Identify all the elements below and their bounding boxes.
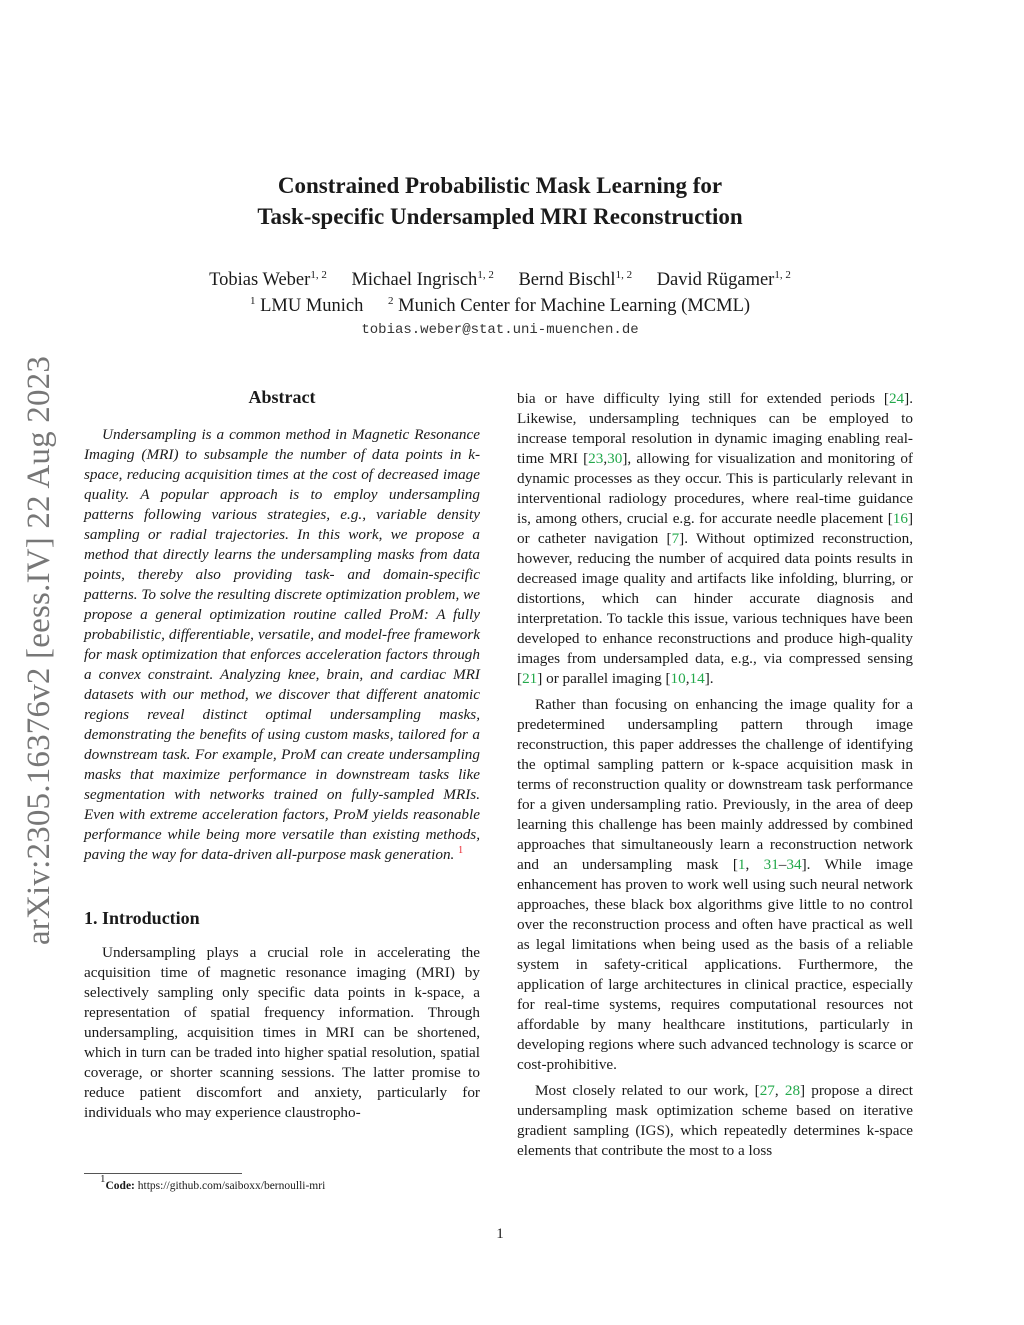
author-list <box>0 268 1000 292</box>
code-url-link[interactable]: https://github.com/saiboxx/bernoulli-mri <box>137 1180 326 1192</box>
body-paragraph: bia or have difficulty lying still for extended periods [24]. Likewise, undersampling techniques can be employed to increase temporal resolution in dynamic imaging enabling real-time MRI [23,30], allowing for visualization and monitoring of dynamic processes as they occur. This is particularly relevant in interventional radiology procedures, where real-time guidance is, among others, crucial e.g. for accurate needle placement [16] or catheter navigation [7]. Without optimized reconstruction, however, reducing the number of acquired data points results in decreased image quality and artifacts like infolding, blurring, or distortions, which can hinder accurate diagnosis and interpretation. To tackle this issue, various techniques have been developed to enhance reconstructions and produce high-quality images from undersampled data, e.g., via compressed sensing [21] or parallel imaging [10,14]. <box>517 390 913 687</box>
citation-link[interactable]: 21 <box>522 670 538 687</box>
citation-link[interactable]: 28 <box>784 1082 801 1099</box>
title-line-2: Task-specific Undersampled MRI Reconstruction <box>257 204 743 229</box>
arxiv-id: arXiv:2305.16376v2 [eess.IV] 22 Aug 2023 <box>21 355 58 945</box>
footnote-rule <box>84 1173 242 1174</box>
left-column <box>84 386 480 1123</box>
intro-paragraph: Undersampling plays a crucial role in accelerating the acquisition time of magnetic resonance imaging (MRI) by selectively sampling only specific data points in k-space, a representation of spatial frequency information. Through undersampling, acquisition times in MRI can be shortened, which in turn can be traded into higher spatial resolution, spatial coverage, or shorter scanning sessions. The latter promise to reduce patient discomfort and anxiety, particularly for individuals who may experience claustropho- <box>84 944 480 1121</box>
paper-title <box>0 170 1000 232</box>
citation-link[interactable]: 27 <box>759 1082 775 1099</box>
author: David Rügamer$^{1, 2}$ <box>656 269 791 290</box>
contact-email[interactable]: tobias.weber@stat.uni-muenchen.de <box>361 322 639 338</box>
citation-link[interactable]: 1 <box>737 856 746 873</box>
citation-link[interactable]: 34 <box>786 856 802 873</box>
arxiv-stamp <box>14 345 66 955</box>
footnote: $^1$Code: https://github.com/saiboxx/bernoulli-mri <box>100 1173 326 1192</box>
citation-link[interactable]: 24 <box>888 390 905 407</box>
body-paragraph: Most closely related to our work, [27, 28] propose a direct undersampling mask optimization scheme based on iterative gradient sampling (IGS), which repeatedly determines k-space elements that contribute the most to a loss <box>517 1082 914 1159</box>
citation-link[interactable]: 31 <box>763 856 779 873</box>
citation-link[interactable]: 16 <box>892 510 908 527</box>
affiliation: $^2$ Munich Center for Machine Learning (MCML) <box>388 295 751 316</box>
affiliations <box>0 294 1000 318</box>
footnote-reference[interactable]: 1 <box>458 845 464 856</box>
citation-link[interactable]: 23 <box>588 450 604 467</box>
author: Bernd Bischl$^{1, 2}$ <box>518 269 633 290</box>
citation-link[interactable]: 30 <box>607 450 623 467</box>
citation-link[interactable]: 14 <box>689 670 705 687</box>
abstract-text: Undersampling is a common method in Magnetic Resonance Imaging (MRI) to subsample the number of data points in k-space, reducing acquisition times at the cost of decreased image quality. A popular approach is to employ undersampling patterns following various strategies, e.g., variable density sampling or radial trajectories. In this work, we propose a method that directly learns the undersampling masks from data points, thereby also providing task- and domain-specific patterns. To solve the resulting discrete optimization problem, we propose a general optimization routine called ProM: A fully probabilistic, differentiable, versatile, and model-free framework for mask optimization that enforces acceleration factors through a convex constraint. Analyzing knee, brain, and cardiac MRI datasets with our method, we discover that different anatomic regions reveal distinct optimal undersampling masks, demonstrating the benefits of using custom masks, tailored for a downstream task. For example, ProM can create undersampling masks that maximize performance in downstream tasks like segmentation with networks trained on fully-sampled MRIs. Even with extreme acceleration factors, ProM yields reasonable performance while being more versatile than existing methods, paving the way for data-driven all-purpose mask generation. $^1$ <box>84 426 480 863</box>
citation-link[interactable]: 7 <box>671 530 680 547</box>
author: Michael Ingrisch$^{1, 2}$ <box>351 269 494 290</box>
citation-link[interactable]: 10 <box>670 670 686 687</box>
affiliation: $^1$ LMU Munich <box>249 295 364 316</box>
abstract-heading: Abstract <box>248 387 316 407</box>
author: Tobias Weber$^{1, 2}$ <box>209 269 327 290</box>
section-heading-introduction: 1. Introduction <box>84 908 200 928</box>
right-column <box>517 389 913 1161</box>
title-line-1: Constrained Probabilistic Mask Learning for <box>277 173 723 198</box>
footnote-label: Code: <box>105 1180 135 1192</box>
body-paragraph: Rather than focusing on enhancing the image quality for a predetermined undersampling pattern through image reconstruction, this paper addresses the challenge of identifying the optimal sampling pattern or k-space acquisition mask in terms of reconstruction quality or downstream task performance for a given undersampling ratio. Previously, in the area of deep learning this challenge has been mainly addressed by combined approaches that simultaneously learn a reconstruction network and an undersampling mask [1, 31–34]. While image enhancement has proven to work well using such neural network approaches, these black box algorithms give little to no control over the reconstruction process and often have practical as well as legal limitations when being used as the basis of a reliable system in safety-critical applications. Furthermore, the application of large architectures in clinical practice, especially for real-time systems, requires computational resources not affordable by many healthcare institutions, particularly in developing regions where such advanced technology is scarce or cost-prohibitive. <box>517 696 913 1073</box>
page-number: 1 <box>496 1226 504 1242</box>
